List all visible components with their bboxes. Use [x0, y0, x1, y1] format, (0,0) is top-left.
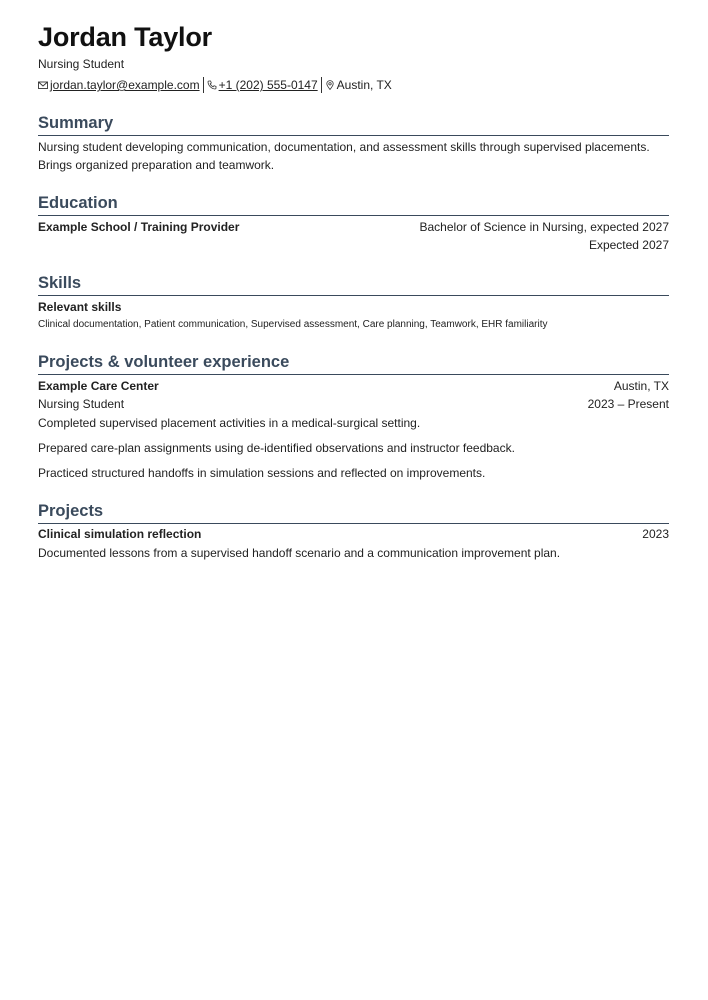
experience-dates: 2023 – Present [587, 397, 669, 411]
experience-header-row [38, 377, 669, 395]
experience-bullets [38, 414, 669, 482]
contact-divider [321, 77, 322, 93]
experience-role-row [38, 395, 669, 413]
education-date: Expected 2027 [588, 238, 669, 252]
skills-list: Clinical documentation, Patient communication, Supervised assessment, Care planning, Teamwork, EHR familiarity [38, 319, 548, 330]
skills-section [38, 272, 669, 333]
list-item: Practiced structured handoffs in simulation sessions and reflected on improvements. [38, 466, 486, 480]
project-description: Documented lessons from a supervised handoff scenario and a communication improvement plan. [38, 546, 561, 560]
degree: Bachelor of Science in Nursing, expected 2027 [419, 220, 669, 234]
map-pin-icon [325, 80, 335, 90]
education-date-row [38, 236, 669, 254]
project-header-row [38, 525, 669, 543]
project-name: Clinical simulation reflection [38, 527, 202, 541]
projects-section [38, 500, 669, 562]
experience-location: Austin, TX [613, 379, 669, 393]
candidate-role: Nursing Student [38, 57, 125, 71]
section-heading: Skills [38, 272, 669, 296]
section-heading: Summary [38, 112, 669, 136]
skills-label-row [38, 298, 669, 316]
experience-section [38, 351, 669, 482]
section-heading: Education [38, 192, 669, 216]
section-heading: Projects [38, 500, 669, 524]
phone-link[interactable]: +1 (202) 555-0147 [218, 78, 318, 92]
organization-name: Example Care Center [38, 379, 159, 393]
contact-bar [38, 76, 669, 94]
contact-email [38, 78, 200, 92]
school-name: Example School / Training Provider [38, 220, 240, 234]
contact-phone [207, 78, 318, 92]
education-row [38, 218, 669, 236]
phone-icon [207, 80, 217, 90]
contact-location [325, 78, 392, 92]
skills-label: Relevant skills [38, 300, 122, 314]
project-year: 2023 [642, 527, 669, 541]
resume-content [38, 20, 669, 562]
location-text: Austin, TX [336, 78, 392, 92]
education-section [38, 192, 669, 254]
list-item: Completed supervised placement activities in a medical-surgical setting. [38, 416, 421, 430]
mail-icon [38, 80, 48, 90]
section-heading: Projects & volunteer experience [38, 351, 669, 375]
summary-text: Nursing student developing communication, documentation, and assessment skills through supervised placements. Brings organized preparation and teamwork. [38, 140, 650, 172]
contact-divider [203, 77, 204, 93]
experience-role: Nursing Student [38, 397, 125, 411]
candidate-name: Jordan Taylor [38, 22, 212, 52]
email-link[interactable]: jordan.taylor@example.com [50, 78, 200, 92]
summary-section [38, 112, 669, 174]
list-item: Prepared care-plan assignments using de-identified observations and instructor feedback. [38, 441, 515, 455]
